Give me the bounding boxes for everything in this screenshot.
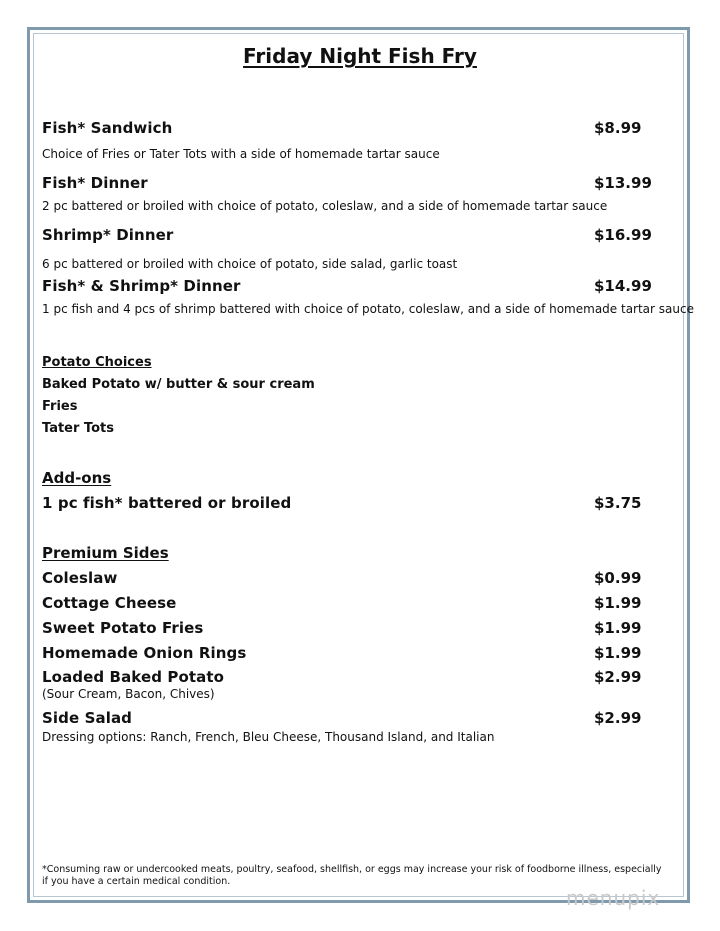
side-price: $1.99 (594, 644, 642, 662)
potato-choice: Tater Tots (42, 421, 114, 436)
item-name: Fish* Sandwich (42, 119, 173, 137)
side-name: Sweet Potato Fries (42, 619, 204, 637)
side-price: $1.99 (594, 594, 642, 612)
side-name: Cottage Cheese (42, 594, 177, 612)
side-price: $2.99 (594, 709, 642, 727)
side-name: Coleslaw (42, 569, 118, 587)
addons-heading: Add-ons (42, 469, 112, 487)
side-name: Homemade Onion Rings (42, 644, 247, 662)
potato-choices-heading: Potato Choices (42, 355, 152, 370)
potato-choice: Fries (42, 399, 78, 414)
item-price: $14.99 (594, 277, 652, 295)
side-name: Loaded Baked Potato (42, 668, 225, 686)
item-price: $8.99 (594, 119, 642, 137)
item-name: Shrimp* Dinner (42, 226, 174, 244)
item-price: $16.99 (594, 226, 652, 244)
item-description: 6 pc battered or broiled with choice of potato, side salad, garlic toast (42, 257, 458, 271)
item-name: Fish* & Shrimp* Dinner (42, 277, 241, 295)
side-note: Dressing options: Ranch, French, Bleu Cheese, Thousand Island, and Italian (42, 730, 495, 744)
menu-inner-border (33, 33, 684, 897)
addon-price: $3.75 (594, 494, 642, 512)
item-description: 1 pc fish and 4 pcs of shrimp battered with choice of potato, coleslaw, and a side of homemade tartar sauce (42, 302, 694, 316)
side-price: $1.99 (594, 619, 642, 637)
side-price: $2.99 (594, 668, 642, 686)
side-note: (Sour Cream, Bacon, Chives) (42, 687, 215, 701)
side-price: $0.99 (594, 569, 642, 587)
footnote: *Consuming raw or undercooked meats, poultry, seafood, shellfish, or eggs may increase your risk of foodborne illness, especially if you have a certain medical condition. (42, 864, 662, 887)
addon-name: 1 pc fish* battered or broiled (42, 494, 292, 512)
premium-sides-heading: Premium Sides (42, 544, 169, 562)
menu-title: Friday Night Fish Fry (243, 44, 477, 68)
item-description: Choice of Fries or Tater Tots with a side of homemade tartar sauce (42, 147, 440, 161)
side-name: Side Salad (42, 709, 133, 727)
item-name: Fish* Dinner (42, 174, 148, 192)
item-price: $13.99 (594, 174, 652, 192)
potato-choice: Baked Potato w/ butter & sour cream (42, 377, 315, 392)
watermark-logo: menupix (566, 886, 661, 910)
item-description: 2 pc battered or broiled with choice of potato, coleslaw, and a side of homemade tartar sauce (42, 199, 608, 213)
